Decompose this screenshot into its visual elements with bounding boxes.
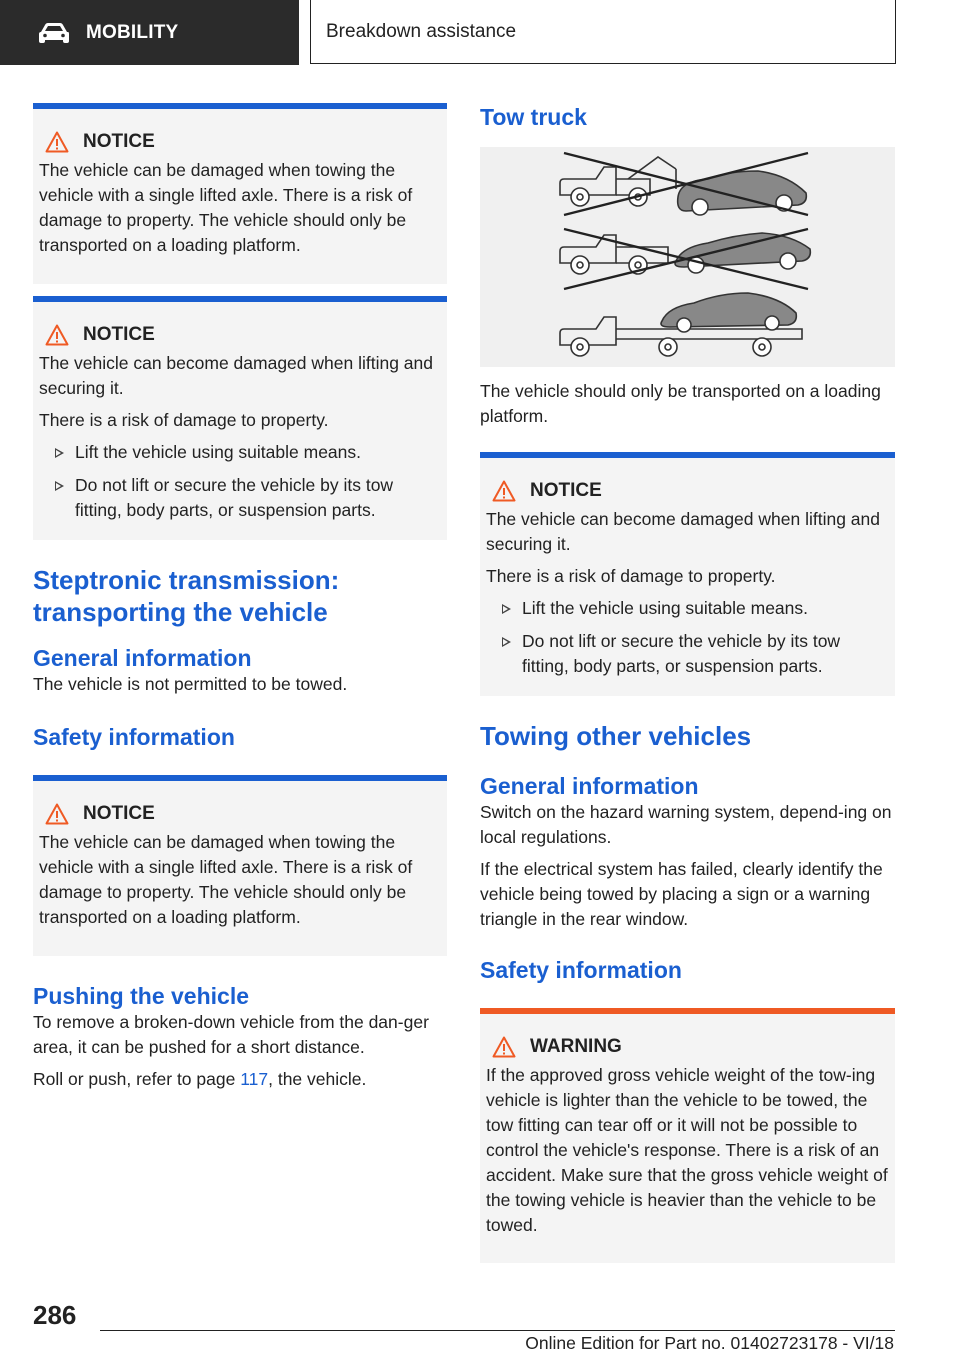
subsection-heading: Tow truck: [480, 104, 587, 130]
list-item: [486, 629, 889, 679]
notice-title: NOTICE: [83, 131, 155, 152]
right-column: [480, 103, 895, 1263]
notice-text: There is a risk of damage to property.: [486, 566, 776, 586]
tow-truck-illustration: [480, 147, 895, 367]
notice-title: NOTICE: [83, 803, 155, 824]
body-text: The vehicle is not permitted to be towed.: [33, 674, 348, 694]
body-text: Switch on the hazard warning system, depend‐ing on local regulations.: [480, 802, 892, 847]
footer-divider: [100, 1330, 895, 1331]
body-text: To remove a broken-down vehicle from the dan‐ger area, it can be pushed for a short distance.: [33, 1012, 429, 1057]
page-number: 286: [33, 1300, 77, 1330]
section-title: MOBILITY: [86, 21, 179, 43]
warning-text: If the approved gross vehicle weight of the tow‐ing vehicle is lighter than the vehicle to be towed, the tow fitting can tear off or it will not be possible to control the vehicle's response. There is a risk of an accident. Make sure that the gross vehicle weight of the towing vehicle is heavier than the vehicle to be towed.: [486, 1065, 888, 1235]
list-item-text: Lift the vehicle using suitable means.: [75, 442, 361, 462]
warning-triangle-icon: [45, 803, 69, 825]
bullet-triangle-icon: [502, 604, 511, 614]
warning-triangle-icon: [492, 480, 516, 502]
notice-text: The vehicle can be damaged when towing the vehicle with a single lifted axle. There is a risk of damage to property. The vehicle should only be transported on a loading platform.: [39, 832, 413, 927]
notice-list: [486, 596, 889, 679]
list-item-text: Lift the vehicle using suitable means.: [522, 598, 808, 618]
notice-box: [33, 103, 447, 284]
tow-truck-diagram: [558, 149, 818, 365]
notice-title: NOTICE: [83, 324, 155, 345]
subsection-heading: Safety information: [480, 957, 682, 983]
figure-caption: The vehicle should only be transported on a loading platform.: [480, 381, 881, 426]
warning-box: [480, 1008, 895, 1263]
subsection-heading: Safety information: [33, 724, 235, 750]
notice-title: NOTICE: [530, 480, 602, 501]
notice-box: [33, 775, 447, 956]
list-item-text: Do not lift or secure the vehicle by its tow fitting, body parts, or suspension parts.: [75, 475, 394, 520]
subsection-heading: General information: [480, 773, 699, 799]
notice-header: [492, 478, 889, 503]
subsection-heading: Pushing the vehicle: [33, 983, 249, 1009]
notice-list: [39, 440, 441, 523]
left-column: [33, 103, 447, 1092]
list-item: [486, 596, 889, 621]
chapter-header: [310, 0, 896, 64]
list-item: [39, 440, 441, 465]
section-heading: Towing other vehicles: [480, 721, 752, 751]
bullet-triangle-icon: [55, 481, 64, 491]
notice-box: [480, 452, 895, 696]
warning-triangle-icon: [45, 131, 69, 153]
chapter-title: Breakdown assistance: [326, 20, 517, 42]
warning-triangle-icon: [45, 324, 69, 346]
body-text-segment: , the vehicle.: [268, 1069, 367, 1089]
notice-header: [45, 322, 441, 347]
bullet-triangle-icon: [502, 637, 511, 647]
page-link[interactable]: 117: [240, 1069, 269, 1089]
notice-header: [45, 129, 441, 154]
list-item-text: Do not lift or secure the vehicle by its tow fitting, body parts, or suspension parts.: [522, 631, 841, 676]
subsection-heading: General information: [33, 645, 252, 671]
body-text: [33, 1067, 447, 1092]
warning-title: WARNING: [530, 1036, 622, 1057]
notice-box: [33, 296, 447, 540]
body-text: If the electrical system has failed, clearly identify the vehicle being towed by placing a sign or a warning triangle in the rear window.: [480, 859, 883, 929]
notice-text: The vehicle can become damaged when lifting and securing it.: [486, 509, 880, 554]
bullet-triangle-icon: [55, 448, 64, 458]
section-heading: Steptronic transmission: transporting the vehicle: [33, 565, 340, 627]
notice-text: The vehicle can be damaged when towing the vehicle with a single lifted axle. There is a risk of damage to property. The vehicle should only be transported on a loading platform.: [39, 160, 413, 255]
warning-header: [492, 1034, 889, 1059]
notice-header: [45, 801, 441, 826]
section-tab: [0, 0, 299, 65]
car-icon: [38, 22, 70, 44]
list-item: [39, 473, 441, 523]
body-text-segment: Roll or push, refer to page: [33, 1069, 241, 1089]
warning-triangle-icon: [492, 1036, 516, 1058]
notice-text: The vehicle can become damaged when lifting and securing it.: [39, 353, 433, 398]
edition-text: Online Edition for Part no. 01402723178 - VI/18: [525, 1333, 894, 1353]
notice-text: There is a risk of damage to property.: [39, 410, 329, 430]
